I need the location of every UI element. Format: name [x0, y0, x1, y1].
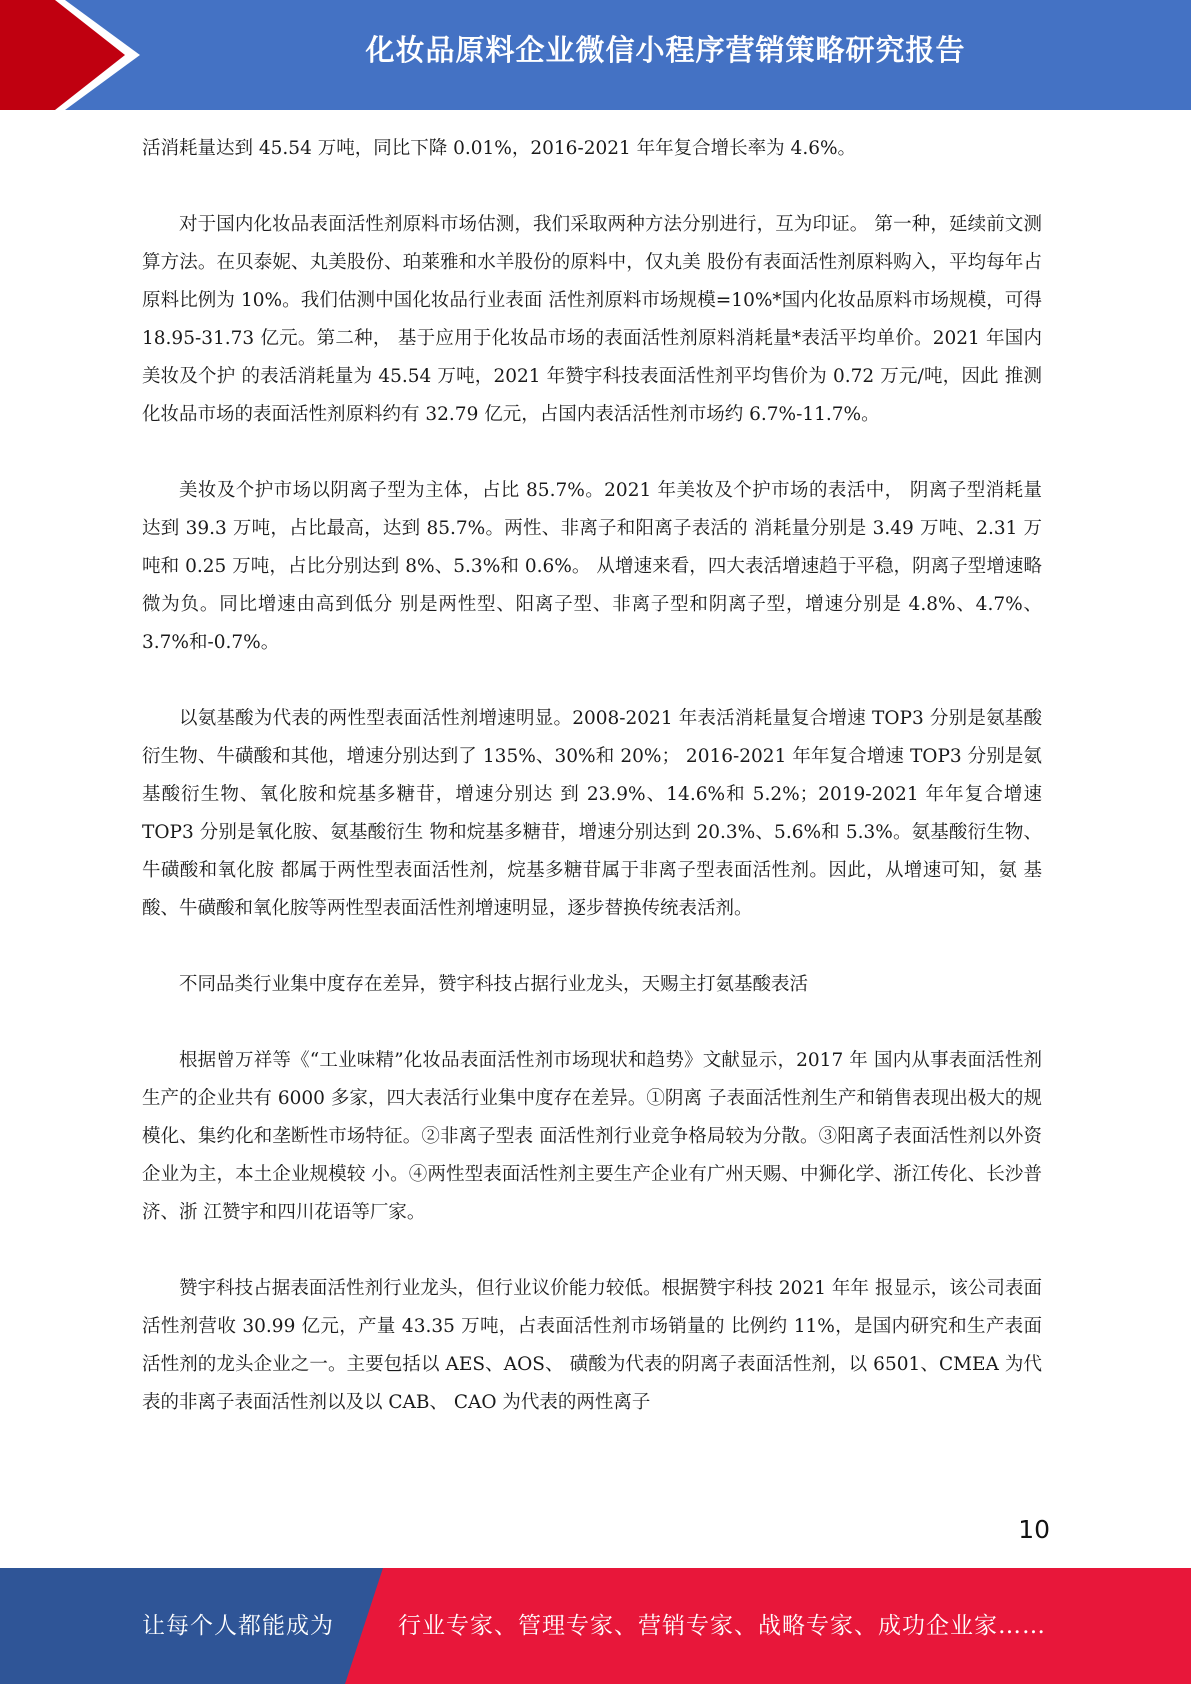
report-title: 化妆品原料企业微信小程序营销策略研究报告	[365, 33, 966, 67]
footer-slogan-left: 让每个人都能成为	[142, 1613, 334, 1639]
paragraph: 对于国内化妆品表面活性剂原料市场估测，我们采取两种方法分别进行，互为印证。 第一种，延续前文测算方法。在贝泰妮、丸美股份、珀莱雅和水羊股份的原料中，仅丸美 股份有表面活性剂原料购入，平均每年占原料比例为 10%。我们估测中国化妆品行业表面 活性剂原料市场规模=10%*国内化妆品原料市场规模，可得 18.95-31.73 亿元。第二种， 基于应用于化妆品市场的表面活性剂原料消耗量*表活平均单价。2021 年国内美妆及个护 的表活消耗量为 45.54 万吨，2021 年赞宇科技表面活性剂平均售价为 0.72 万元/吨，因此 推测化妆品市场的表面活性剂原料约有 32.79 亿元，占国内表活活性剂市场约 6.7%-11.7%。	[142, 214, 1042, 425]
footer-slogan-right: 行业专家、管理专家、营销专家、战略专家、成功企业家……	[398, 1613, 1046, 1639]
page-number: 10	[1018, 1515, 1050, 1544]
paragraph: 根据曾万祥等《“工业味精”化妆品表面活性剂市场现状和趋势》文献显示，2017 年 国内从事表面活性剂生产的企业共有 6000 多家，四大表活行业集中度存在差异。①阴离 子表面活性剂生产和销售表现出极大的规模化、集约化和垄断性市场特征。②非离子型表 面活性剂行业竞争格局较为分散。③阳离子表面活性剂以外资企业为主，本土企业规模较 小。④两性型表面活性剂主要生产企业有广州天赐、中狮化学、浙江传化、长沙普济、浙 江赞宇和四川花语等厂家。	[142, 1050, 1042, 1223]
paragraph: 赞宇科技占据表面活性剂行业龙头，但行业议价能力较低。根据赞宇科技 2021 年年 报显示，该公司表面活性剂营收 30.99 亿元，产量 43.35 万吨，占表面活性剂市场销量的 比例约 11%，是国内研究和生产表面活性剂的龙头企业之一。主要包括以 AES、AOS、 磺酸为代表的阴离子表面活性剂，以 6501、CMEA 为代表的非离子表面活性剂以及以 CAB、 CAO 为代表的两性离子	[142, 1278, 1042, 1413]
section-heading: 不同品类行业集中度存在差异，赞宇科技占据行业龙头，天赐主打氨基酸表活	[179, 974, 809, 995]
header-arrow-icon	[0, 0, 150, 110]
paragraph: 活消耗量达到 45.54 万吨，同比下降 0.01%，2016-2021 年年复合增长率为 4.6%。	[142, 138, 857, 159]
page-header	[0, 0, 1191, 110]
paragraph: 以氨基酸为代表的两性型表面活性剂增速明显。2008-2021 年表活消耗量复合增速 TOP3 分别是氨基酸衍生物、牛磺酸和其他，增速分别达到了 135%、30%和 20%； 2016-2021 年年复合增速 TOP3 分别是氨基酸衍生物、氧化胺和烷基多糖苷，增速分别达 到 23.9%、14.6%和 5.2%；2019-2021 年年复合增速 TOP3 分别是氧化胺、氨基酸衍生 物和烷基多糖苷，增速分别达到 20.3%、5.6%和 5.3%。氨基酸衍生物、牛磺酸和氧化胺 都属于两性型表面活性剂，烷基多糖苷属于非离子型表面活性剂。因此，从增速可知，氨 基酸、牛磺酸和氧化胺等两性型表面活性剂增速明显，逐步替换传统表活剂。	[142, 708, 1042, 919]
document-body	[142, 130, 1042, 1460]
paragraph: 美妆及个护市场以阴离子型为主体，占比 85.7%。2021 年美妆及个护市场的表活中， 阴离子型消耗量达到 39.3 万吨，占比最高，达到 85.7%。两性、非离子和阳离子表活的 消耗量分别是 3.49 万吨、2.31 万吨和 0.25 万吨，占比分别达到 8%、5.3%和 0.6%。 从增速来看，四大表活增速趋于平稳，阴离子型增速略微为负。同比增速由高到低分 别是两性型、阳离子型、非离子型和阴离子型，增速分别是 4.8%、4.7%、3.7%和-0.7%。	[142, 480, 1042, 653]
page-footer	[0, 1568, 1191, 1684]
